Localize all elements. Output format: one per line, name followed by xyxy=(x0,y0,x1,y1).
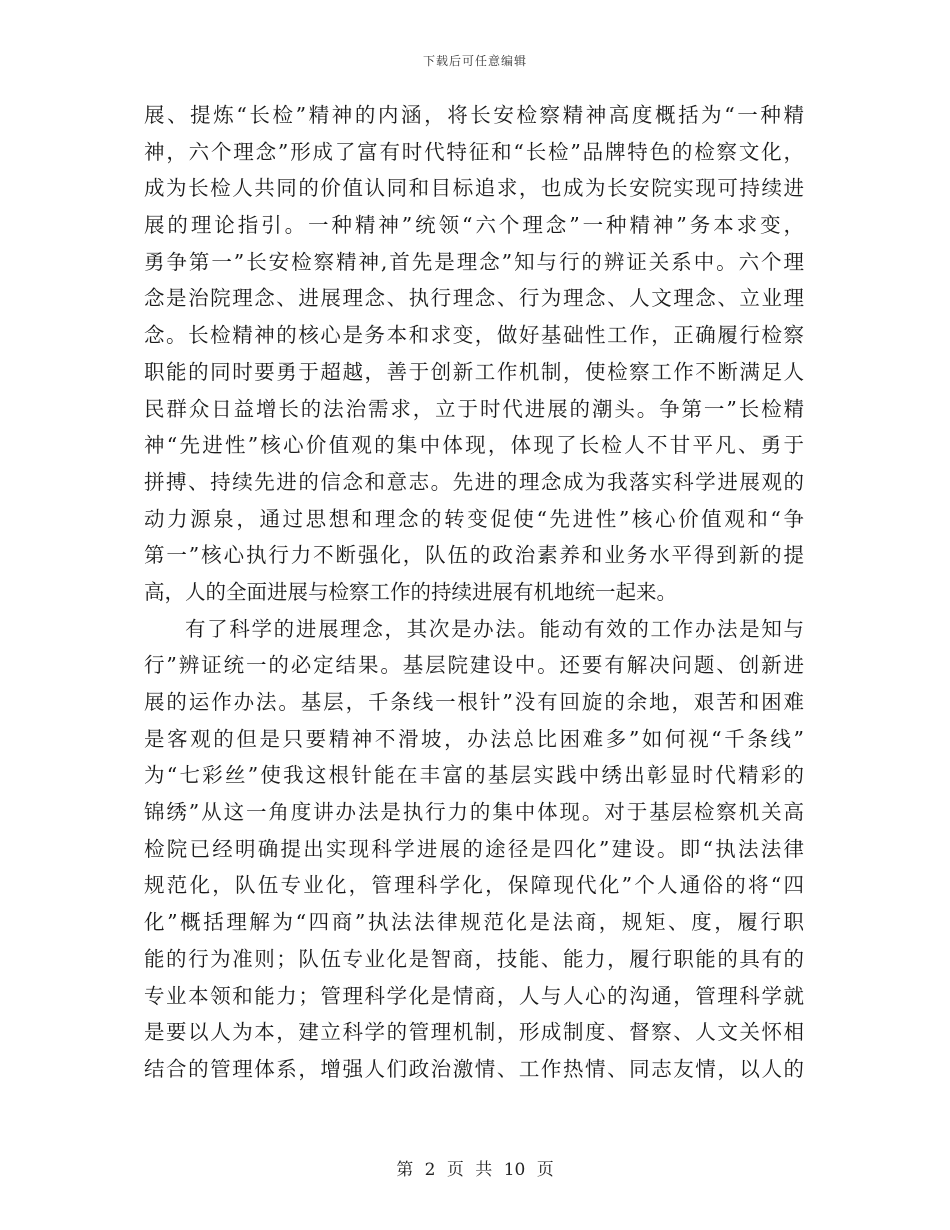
text-line: 专业本领和能力；管理科学化是情商，人与人心的沟通，管理科学就 xyxy=(144,983,804,1008)
text-line: 展、提炼“长检”精神的内涵，将长安检察精神高度概括为“一种精 xyxy=(144,103,804,127)
text-line: 结合的管理体系，增强人们政治激情、工作热情、同志友情，以人的 xyxy=(144,1056,804,1081)
text-line: 念。长检精神的核心是务本和求变，做好基础性工作，正确履行检察 xyxy=(144,323,804,348)
text-line: 为“七彩丝”使我这根针能在丰富的基层实践中绣出彰显时代精彩的 xyxy=(144,763,804,788)
text-line: 锦绣”从这一角度讲办法是执行力的集中体现。对于基层检察机关高 xyxy=(144,800,804,825)
document-body xyxy=(144,97,804,1088)
paragraph-first-line: 有了科学的进展理念，其次是办法。能动有效的工作办法是知与 xyxy=(185,616,804,641)
text-line: 神“先进性”核心价值观的集中体现，体现了长检人不甘平凡、勇于 xyxy=(144,433,804,458)
text-line: 动力源泉，通过思想和理念的转变促使“先进性”核心价值观和“争 xyxy=(144,506,804,531)
text-line: 职能的同时要勇于超越，善于创新工作机制，使检察工作不断满足人 xyxy=(144,359,804,384)
text-line: 展的理论指引。一种精神”统领“六个理念”一种精神”务本求变， xyxy=(144,213,804,238)
text-line: 能的行为准则；队伍专业化是智商，技能、能力，履行职能的具有的 xyxy=(144,946,804,971)
text-line: 第一”核心执行力不断强化，队伍的政治素养和业务水平得到新的提 xyxy=(144,543,804,568)
text-line: 高，人的全面进展与检察工作的持续进展有机地统一起来。 xyxy=(144,579,677,604)
text-line: 行”辨证统一的必定结果。基层院建设中。还要有解决问题、创新进 xyxy=(144,653,804,678)
text-line: 是要以人为本，建立科学的管理机制，形成制度、督察、人文关怀相 xyxy=(144,1020,804,1045)
text-line: 念是治院理念、进展理念、执行理念、行为理念、人文理念、立业理 xyxy=(144,286,804,311)
text-line: 展的运作办法。基层，千条线一根针”没有回旋的余地，艰苦和困难 xyxy=(144,690,804,714)
text-line: 是客观的但是只要精神不滑坡，办法总比困难多”如何视“千条线” xyxy=(144,726,804,751)
page-number: 第 2 页 共 10 页 xyxy=(396,1160,554,1180)
page-header-note: 下载后可任意编辑 xyxy=(422,54,527,68)
text-line: 成为长检人共同的价值认同和目标追求，也成为长安院实现可持续进 xyxy=(144,176,804,201)
text-line: 勇争第一”长安检察精神,首先是理念”知与行的辨证关系中。六个理 xyxy=(144,249,804,274)
text-line: 检院已经明确提出实现科学进展的途径是四化”建设。即“执法法律 xyxy=(144,836,804,861)
text-line: 拼搏、持续先进的信念和意志。先进的理念成为我落实科学进展观的 xyxy=(144,469,804,494)
text-line: 民群众日益增长的法治需求，立于时代进展的潮头。争第一”长检精 xyxy=(144,396,804,421)
text-line: 化”概括理解为“四商”执法法律规范化是法商，规矩、度，履行职 xyxy=(144,910,804,935)
text-line: 规范化，队伍专业化，管理科学化，保障现代化”个人通俗的将“四 xyxy=(144,873,804,898)
text-line: 神，六个理念”形成了富有时代特征和“长检”品牌特色的检察文化， xyxy=(144,139,804,164)
